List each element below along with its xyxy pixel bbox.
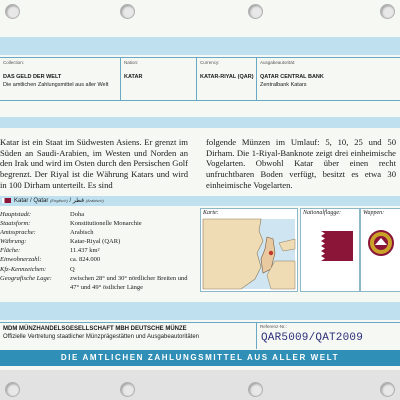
map-box [200, 208, 298, 292]
issuer-cell [256, 58, 400, 100]
binder-hole [248, 382, 263, 397]
fact-key: Kfz-Kennzeichen: [0, 265, 47, 273]
country-value: KATAR [124, 74, 143, 80]
facts-list [0, 210, 196, 292]
currency-cell [196, 58, 257, 100]
crest-box [360, 208, 400, 292]
qatar-map-icon [201, 209, 297, 291]
fact-key: Staatsform: [0, 220, 31, 228]
fact-row [0, 265, 196, 274]
binder-hole [248, 4, 263, 19]
flag-label: Nationalflagge: [303, 210, 341, 216]
binder-hole [120, 382, 135, 397]
fact-value: ca. 824.000 [70, 256, 101, 264]
mdm-subtitle: Offizielle Vertretung staatlicher Münzprägestätten und Ausgabeautoritäten [3, 334, 200, 340]
issuer-title: QATAR CENTRAL BANK [260, 74, 324, 80]
description-right: folgende Münzen im Umlauf: 5, 10, 25 und 50 Dirham. Die 1-Riyal-Banknote zeigt drei einheimische Vogelarten. Obwohl Katar über einen recht unfruchtbaren Boden verfügt, besitzt es etwa 30 einheimische Vogelarten. [206, 137, 396, 190]
binder-hole [120, 4, 135, 19]
fact-value: Arabisch [70, 229, 94, 237]
map-label: Karte: [203, 210, 219, 216]
collection-label: Collection: [3, 60, 25, 65]
country-label: Nation: [124, 60, 139, 65]
fact-key: Geografische Lage: [0, 274, 52, 282]
fact-value: Konstitutionelle Monarchie [70, 220, 142, 228]
fact-key: Amtssprache: [0, 229, 36, 237]
fact-row [0, 210, 196, 219]
binder-hole [380, 382, 395, 397]
fact-row [0, 228, 196, 237]
lang-tag-en: (Englisch) [50, 198, 68, 203]
description-left: Katar ist ein Staat im Südwesten Asiens. Er grenzt im Süden an Saudi-Arabien, im Westen und Norden an den Irak und wird im Osten durch den Persischen Golf begrenzt. Der Riyal ist die Währung Katars und wird in 100 Dirham unterteilt. Es sind [0, 137, 188, 190]
tagline-band: DIE AMTLICHEN ZAHLUNGSMITTEL AUS ALLER WELT [0, 350, 400, 366]
fact-value: Katar-Riyal (QAR) [70, 238, 121, 246]
fact-row [0, 255, 196, 264]
footer-band [0, 302, 400, 320]
lang-tag-ar: (Arabisch) [85, 198, 104, 203]
country-name: Katar / Qatar [14, 198, 49, 204]
header-grid [0, 57, 400, 101]
binder-holes-bottom [0, 378, 400, 400]
fact-key: Währung: [0, 238, 27, 246]
fact-value: Q [70, 265, 75, 273]
fact-key: Hauptstadt: [0, 211, 32, 218]
collection-subtitle: Die amtlichen Zahlungsmittel aus aller Welt [3, 82, 109, 88]
currency-label: Currency: [200, 60, 220, 65]
flag-mini-icon [2, 198, 11, 203]
fact-row [0, 219, 196, 228]
fact-row [0, 237, 196, 246]
crest-label: Wappen: [363, 210, 385, 216]
binder-hole [380, 4, 395, 19]
footer-grid [0, 322, 400, 349]
fact-value: 11.437 km² [70, 247, 100, 255]
mdm-title: MDM MÜNZHANDELSGESELLSCHAFT MBH DEUTSCHE MÜNZE [3, 326, 187, 332]
collection-cell [0, 58, 120, 100]
reference-cell [256, 323, 400, 349]
country-name-ar: / قطر [67, 198, 84, 204]
issuer-label: Ausgabeautorität: [260, 60, 296, 65]
flag-box [300, 208, 360, 292]
fact-key: Fläche: [0, 247, 21, 255]
issuer-subtitle: Zentralbank Katars [260, 82, 307, 88]
fact-row [0, 274, 196, 292]
fact-value: zwischen 28° und 30° nördlicher Breiten und 47° und 49° östlicher Länge [70, 274, 188, 291]
qatar-flag-icon [301, 209, 359, 291]
binder-hole [5, 382, 20, 397]
currency-value: KATAR-RIYAL (QAR) [200, 74, 254, 80]
collection-title: DAS GELD DER WELT [3, 74, 62, 80]
description-band [0, 117, 400, 128]
binder-holes-top [0, 0, 400, 22]
fact-key: Einwohnerzahl: [0, 256, 42, 264]
reference-code: QAR5009/QAT2009 [261, 332, 364, 344]
reference-label: Referenz-Nr.: [260, 324, 287, 329]
fact-row [0, 246, 196, 255]
country-cell [120, 58, 197, 100]
fact-value: Doha [70, 211, 85, 218]
country-data-band [0, 196, 400, 206]
binder-hole [5, 4, 20, 19]
header-band [0, 37, 400, 55]
qatar-emblem-icon [361, 209, 400, 291]
